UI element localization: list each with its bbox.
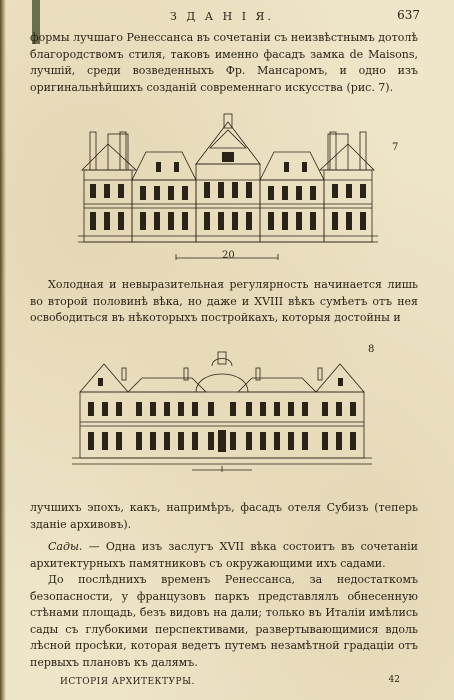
paragraph-regularity: Холодная и невыразительная регулярность начинается лишь во второй половинѣ вѣка, но даже и XVIII вѣкъ сумѣетъ отъ нея освободиться въ нѣкоторыхъ постройкахъ, которыя достойны и — [30, 278, 418, 324]
figure-7-scale-label: 20 — [222, 250, 235, 261]
page-header — [170, 8, 420, 24]
figure-8-soubise-facade — [72, 338, 375, 486]
paragraph-renaissance-parks: До послѣднихъ временъ Ренессанса, за недостаткомъ безопасности, у французовъ паркъ представлялъ обнесенную стѣнами площадь, безъ видовъ на дали; только въ Италіи имѣлись сады съ глубокими перспективами, развертывающимися вдоль лѣсной просѣки, которая ведетъ путемъ незамѣтной градаціи отъ первыхъ плановъ къ далямъ. — [30, 573, 418, 669]
paragraph-gardens-text: — Одна изъ заслугъ XVII вѣка состоитъ въ сочетаніи архитектурныхъ памятниковъ съ окружающими ихъ садами. — [30, 540, 418, 570]
footer-book-title: ИСТОРІЯ АРХИТЕКТУРЫ. — [60, 677, 195, 687]
footer-signature: 42 — [388, 675, 400, 685]
page-footer — [60, 675, 400, 689]
figure-8-number: 8 — [368, 344, 375, 355]
page-number: 637 — [397, 8, 420, 22]
figure-7-maisons-facade — [78, 108, 378, 266]
figure-7-number: 7 — [392, 142, 399, 153]
paragraph-soubise: лучшихъ эпохъ, какъ, напримѣръ, фасадъ отеля Субизъ (теперь зданіе архивовъ). — [30, 501, 418, 531]
section-heading-gardens: Сады. — [48, 540, 83, 553]
page-edge-shadow — [0, 0, 6, 700]
paragraph-maisons: формы лучшаго Ренессанса въ сочетаніи съ неизвѣстнымъ дотолѣ благородствомъ стиля, таковъ именно фасадъ замка de Maisons, лучшій, среди возведенныхъ Фр. Мансаромъ, и одно изъ оригинальнѣйшихъ созданій современнаго искусства (рис. 7). — [30, 31, 418, 94]
paragraph-gardens — [30, 539, 418, 572]
running-head: З Д А Н І Я. — [170, 10, 274, 23]
